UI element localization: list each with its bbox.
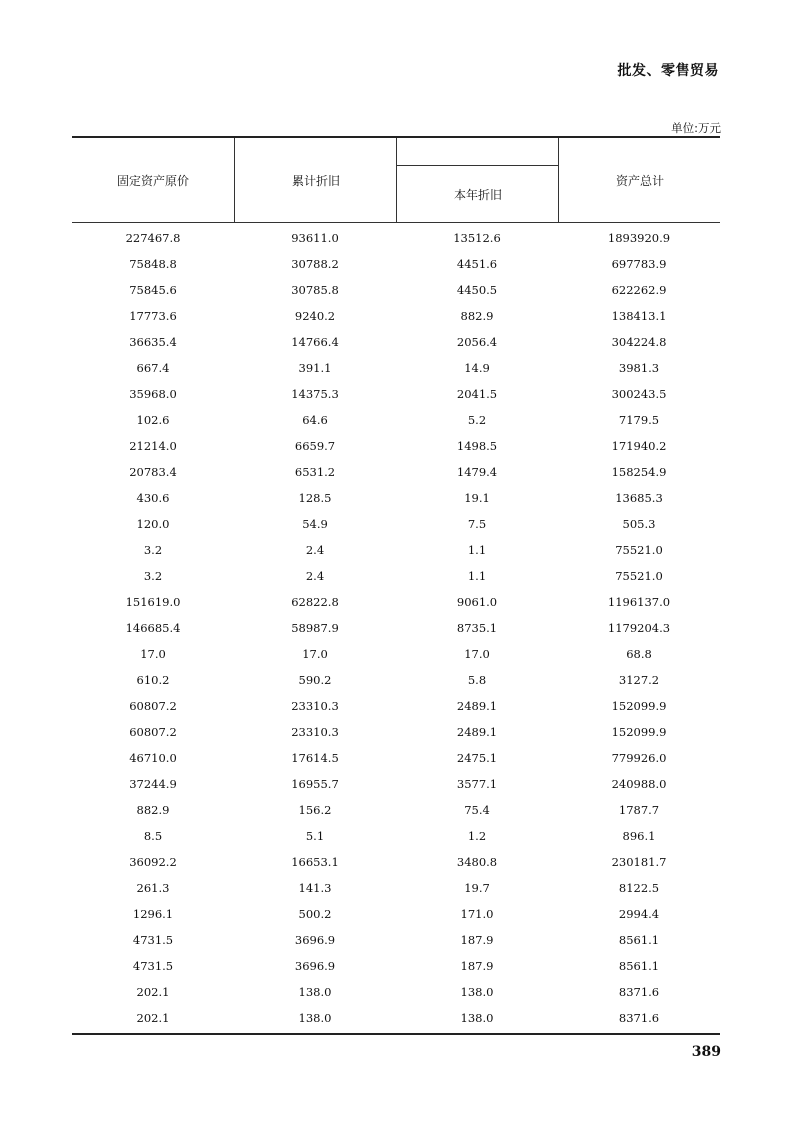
table-row [72, 329, 720, 355]
table-cell: 1498.5 [456, 439, 498, 453]
table-cell: 138.0 [298, 985, 332, 999]
table-cell: 896.1 [622, 829, 656, 843]
table-cell: 75521.0 [615, 543, 663, 557]
table-cell: 36635.4 [129, 335, 177, 349]
table-row [72, 849, 720, 875]
table-cell: 17773.6 [129, 309, 177, 323]
table-cell: 16653.1 [291, 855, 339, 869]
table-cell: 882.9 [460, 309, 494, 323]
table-cell: 590.2 [298, 673, 332, 687]
table-cell: 2489.1 [456, 699, 498, 713]
table-row [72, 641, 720, 667]
table-cell: 14766.4 [291, 335, 339, 349]
table-cell: 261.3 [136, 881, 170, 895]
table-cell: 64.6 [302, 413, 328, 427]
table-cell: 23310.3 [291, 699, 339, 713]
table-row [72, 1005, 720, 1031]
table-cell: 1479.4 [456, 465, 498, 479]
table-cell: 13685.3 [615, 491, 663, 505]
table-cell: 8561.1 [618, 959, 660, 973]
table-cell: 138.0 [298, 1011, 332, 1025]
table-cell: 21214.0 [129, 439, 177, 453]
table-cell: 171940.2 [611, 439, 667, 453]
table-cell: 187.9 [460, 933, 494, 947]
table-bottom-rule [72, 1033, 720, 1035]
table-cell: 2.4 [305, 569, 325, 583]
table-row [72, 511, 720, 537]
table-cell: 146685.4 [125, 621, 181, 635]
table-cell: 30785.8 [291, 283, 339, 297]
table-cell: 500.2 [298, 907, 332, 921]
table-cell: 8561.1 [618, 933, 660, 947]
table-row [72, 537, 720, 563]
table-cell: 58987.9 [291, 621, 339, 635]
table-row [72, 953, 720, 979]
table-cell: 20783.4 [129, 465, 177, 479]
table-cell: 202.1 [136, 1011, 170, 1025]
table-cell: 6659.7 [294, 439, 336, 453]
table-row [72, 797, 720, 823]
table-cell: 75521.0 [615, 569, 663, 583]
table-cell: 8735.1 [456, 621, 498, 635]
table-row [72, 823, 720, 849]
table-cell: 37244.9 [129, 777, 177, 791]
table-cell: 3981.3 [618, 361, 660, 375]
table-cell: 622262.9 [611, 283, 667, 297]
table-row [72, 225, 720, 251]
table-row [72, 563, 720, 589]
table-cell: 4731.5 [132, 933, 174, 947]
table-cell: 300243.5 [611, 387, 667, 401]
table-cell: 8371.6 [618, 1011, 660, 1025]
table-body [72, 223, 720, 1031]
table-row [72, 927, 720, 953]
table-cell: 19.1 [464, 491, 490, 505]
table-row [72, 615, 720, 641]
table-row [72, 901, 720, 927]
table-row [72, 771, 720, 797]
table-cell: 1.1 [467, 543, 487, 557]
table-cell: 505.3 [622, 517, 656, 531]
section-title: 批发、零售贸易 [617, 63, 719, 79]
table-cell: 3.2 [143, 569, 163, 583]
table-row [72, 433, 720, 459]
table-cell: 36092.2 [129, 855, 177, 869]
table-cell: 187.9 [460, 959, 494, 973]
table-cell: 60807.2 [129, 699, 177, 713]
table-cell: 4731.5 [132, 959, 174, 973]
table-cell: 5.1 [305, 829, 325, 843]
table-row [72, 719, 720, 745]
table-cell: 7179.5 [618, 413, 660, 427]
table-row [72, 667, 720, 693]
table-cell: 882.9 [136, 803, 170, 817]
table-header [72, 138, 720, 223]
table-cell: 391.1 [298, 361, 332, 375]
table-cell: 3480.8 [456, 855, 498, 869]
table-cell: 779926.0 [611, 751, 667, 765]
table-row [72, 979, 720, 1005]
table-cell: 68.8 [626, 647, 652, 661]
table-cell: 1196137.0 [607, 595, 671, 609]
unit-label: 单位:万元 [671, 121, 721, 135]
table-cell: 3577.1 [456, 777, 498, 791]
table-cell: 1893920.9 [607, 231, 671, 245]
table-cell: 8.5 [143, 829, 163, 843]
table-cell: 1787.7 [618, 803, 660, 817]
table-cell: 2041.5 [456, 387, 498, 401]
table-cell: 152099.9 [611, 699, 667, 713]
table-row [72, 355, 720, 381]
page-number: 389 [691, 1044, 721, 1060]
table-cell: 5.8 [467, 673, 487, 687]
table-cell: 62822.8 [291, 595, 339, 609]
table-cell: 7.5 [467, 517, 487, 531]
table-row [72, 407, 720, 433]
column-header-original-value: 固定资产原价 [116, 173, 189, 188]
table-cell: 35968.0 [129, 387, 177, 401]
table-cell: 158254.9 [611, 465, 667, 479]
table-cell: 1296.1 [132, 907, 174, 921]
table-cell: 54.9 [302, 517, 328, 531]
table-cell: 304224.8 [611, 335, 667, 349]
table-cell: 17.0 [464, 647, 490, 661]
table-cell: 2994.4 [618, 907, 660, 921]
table-row [72, 459, 720, 485]
table-cell: 202.1 [136, 985, 170, 999]
table-cell: 75845.6 [129, 283, 177, 297]
table-cell: 171.0 [460, 907, 494, 921]
table-cell: 46710.0 [129, 751, 177, 765]
table-row [72, 381, 720, 407]
table-row [72, 251, 720, 277]
table-cell: 128.5 [298, 491, 332, 505]
table-row [72, 693, 720, 719]
table-cell: 2475.1 [456, 751, 498, 765]
table-cell: 240988.0 [611, 777, 667, 791]
table-cell: 610.2 [136, 673, 170, 687]
table-cell: 1.1 [467, 569, 487, 583]
table-cell: 227467.8 [125, 231, 181, 245]
table-cell: 141.3 [298, 881, 332, 895]
table-cell: 75.4 [464, 803, 490, 817]
table-cell: 8371.6 [618, 985, 660, 999]
table-cell: 156.2 [298, 803, 332, 817]
table-cell: 1179204.3 [607, 621, 671, 635]
data-table [72, 136, 720, 1035]
table-row [72, 589, 720, 615]
table-cell: 6531.2 [294, 465, 336, 479]
table-cell: 2056.4 [456, 335, 498, 349]
table-cell: 75848.8 [129, 257, 177, 271]
column-header-current-year-depreciation: 本年折旧 [397, 165, 559, 222]
table-cell: 102.6 [136, 413, 170, 427]
table-cell: 138413.1 [611, 309, 667, 323]
table-cell: 30788.2 [291, 257, 339, 271]
table-cell: 13512.6 [453, 231, 501, 245]
table-cell: 3127.2 [618, 673, 660, 687]
table-cell: 2.4 [305, 543, 325, 557]
table-cell: 16955.7 [291, 777, 339, 791]
table-cell: 60807.2 [129, 725, 177, 739]
table-cell: 151619.0 [125, 595, 181, 609]
table-cell: 8122.5 [618, 881, 660, 895]
table-cell: 697783.9 [611, 257, 667, 271]
table-cell: 3696.9 [294, 933, 336, 947]
table-cell: 152099.9 [611, 725, 667, 739]
table-cell: 1.2 [467, 829, 487, 843]
table-cell: 9061.0 [456, 595, 498, 609]
table-row [72, 875, 720, 901]
table-cell: 93611.0 [291, 231, 339, 245]
table-cell: 14.9 [464, 361, 490, 375]
table-cell: 138.0 [460, 985, 494, 999]
column-header-accumulated-depreciation: 累计折旧 [234, 138, 397, 222]
table-cell: 138.0 [460, 1011, 494, 1025]
table-row [72, 745, 720, 771]
table-cell: 3.2 [143, 543, 163, 557]
table-cell: 4451.6 [456, 257, 498, 271]
table-cell: 230181.7 [611, 855, 667, 869]
table-row [72, 277, 720, 303]
table-cell: 2489.1 [456, 725, 498, 739]
table-row [72, 303, 720, 329]
table-row [72, 485, 720, 511]
column-header-total-assets: 资产总计 [558, 138, 721, 222]
table-cell: 17.0 [140, 647, 166, 661]
table-cell: 120.0 [136, 517, 170, 531]
table-cell: 19.7 [464, 881, 490, 895]
table-cell: 5.2 [467, 413, 487, 427]
table-cell: 3696.9 [294, 959, 336, 973]
table-cell: 4450.5 [456, 283, 498, 297]
table-cell: 430.6 [136, 491, 170, 505]
table-cell: 17614.5 [291, 751, 339, 765]
table-cell: 667.4 [136, 361, 170, 375]
table-cell: 17.0 [302, 647, 328, 661]
column-header-group [396, 138, 559, 222]
table-cell: 9240.2 [294, 309, 336, 323]
table-cell: 14375.3 [291, 387, 339, 401]
table-cell: 23310.3 [291, 725, 339, 739]
